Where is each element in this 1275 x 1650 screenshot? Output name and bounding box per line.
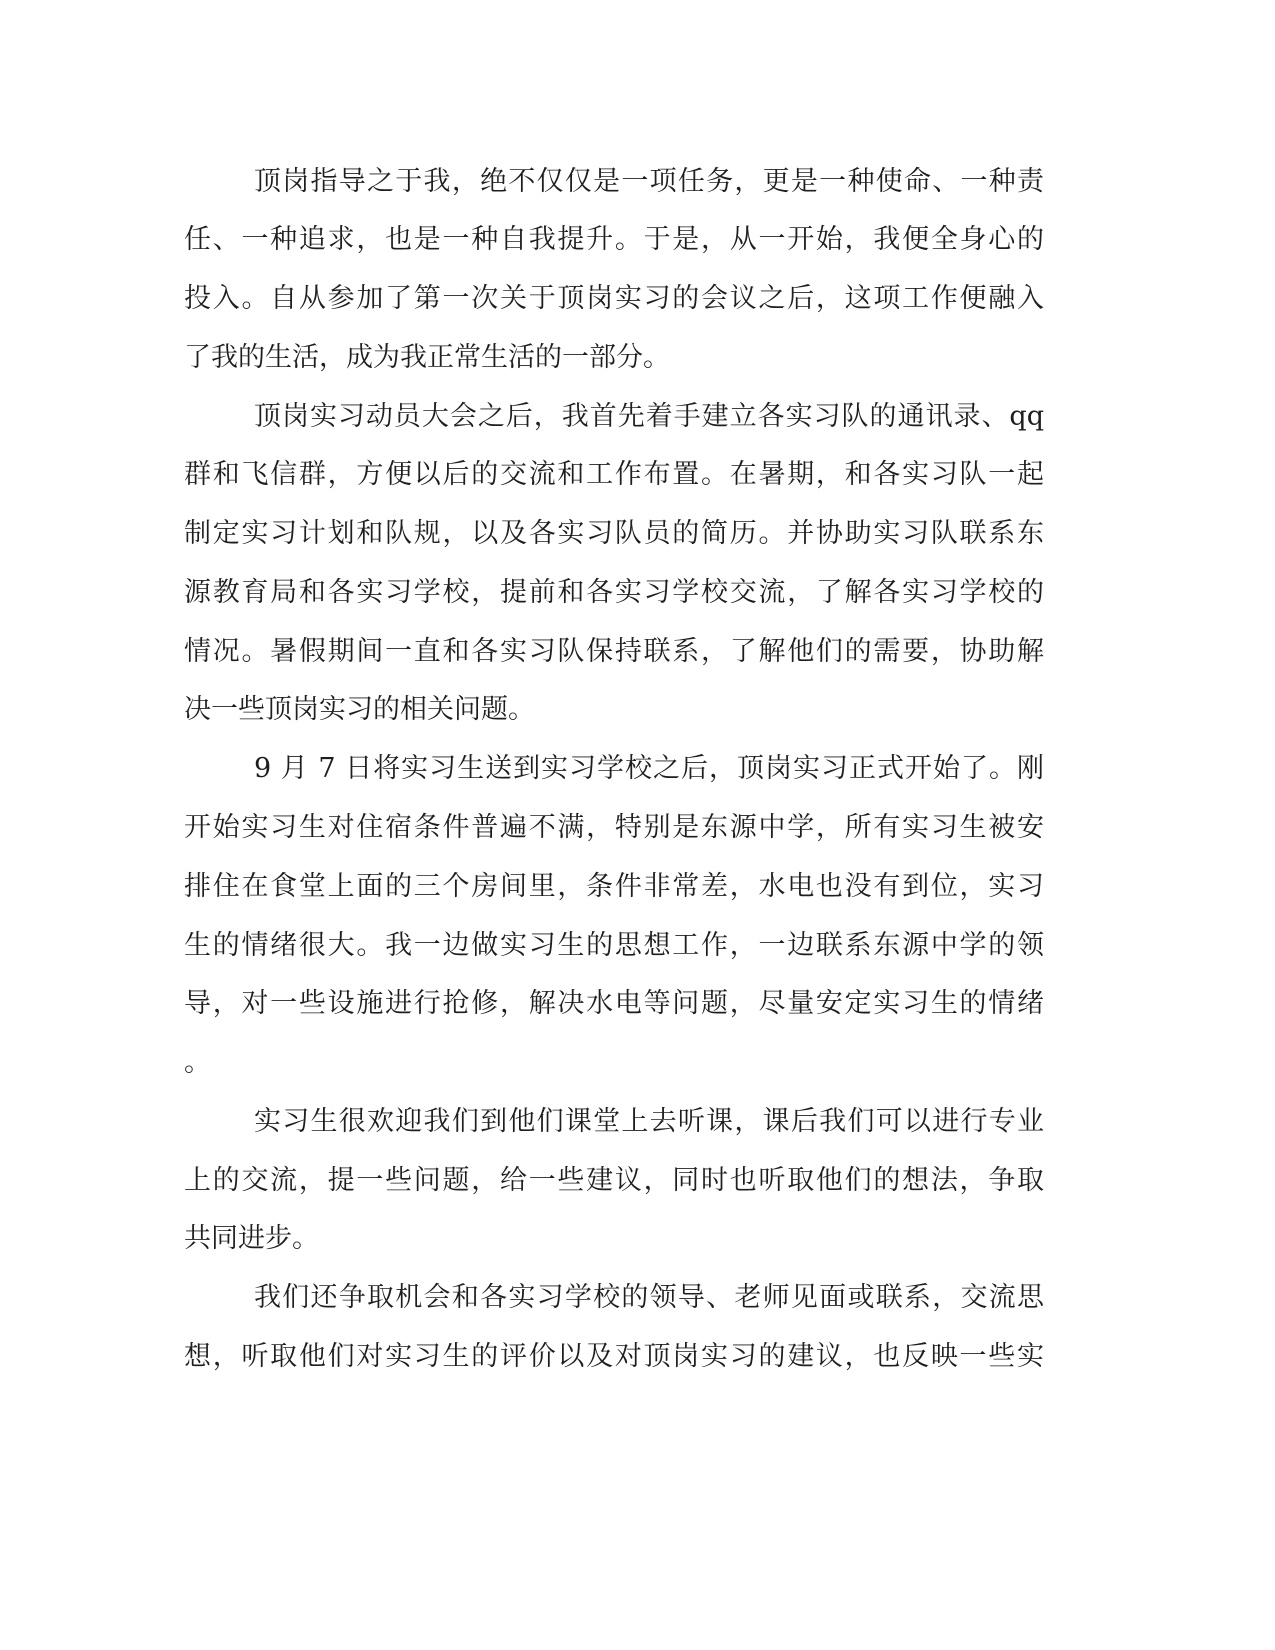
paragraph-1-line-1: 顶岗指导之于我，绝不仅仅是一项任务，更是一种使命、一种责	[254, 166, 1044, 197]
paragraph-1-line-3: 投入。自从参加了第一次关于顶岗实习的会议之后，这项工作便融入	[184, 283, 1044, 314]
paragraph-5-line-1: 我们还争取机会和各实习学校的领导、老师见面或联系，交流思	[254, 1282, 1044, 1313]
paragraph-4-line-1: 实习生很欢迎我们到他们课堂上去听课，课后我们可以进行专业	[254, 1106, 1044, 1137]
paragraph-5-line-2: 想，听取他们对实习生的评价以及对顶岗实习的建议，也反映一些实	[184, 1341, 1044, 1372]
paragraph-3-line-3: 排住在食堂上面的三个房间里，条件非常差，水电也没有到位，实习	[184, 871, 1044, 902]
paragraph-1-line-2: 任、一种追求，也是一种自我提升。于是，从一开始，我便全身心的	[184, 224, 1044, 255]
paragraph-2-line-2: 群和飞信群，方便以后的交流和工作布置。在暑期，和各实习队一起	[184, 459, 1044, 490]
paragraph-3-line-2: 开始实习生对住宿条件普遍不满，特别是东源中学，所有实习生被安	[184, 812, 1044, 843]
paragraph-2-line-6: 决一些顶岗实习的相关问题。	[184, 694, 535, 725]
paragraph-2-line-3: 制定实习计划和队规，以及各实习队员的简历。并协助实习队联系东	[184, 518, 1044, 549]
paragraph-1-line-4: 了我的生活，成为我正常生活的一部分。	[184, 342, 670, 373]
paragraph-4-line-2: 上的交流，提一些问题，给一些建议，同时也听取他们的想法，争取	[184, 1165, 1044, 1196]
paragraph-3-line-5: 导，对一些设施进行抢修，解决水电等问题，尽量安定实习生的情绪	[184, 988, 1044, 1019]
paragraph-2-line-5: 情况。暑假期间一直和各实习队保持联系，了解他们的需要，协助解	[184, 636, 1044, 667]
paragraph-2-line-4: 源教育局和各实习学校，提前和各实习学校交流，了解各实习学校的	[184, 577, 1044, 608]
paragraph-3-line-1: 9 月 7 日将实习生送到实习学校之后，顶岗实习正式开始了。刚	[254, 753, 1044, 784]
paragraph-2-line-1: 顶岗实习动员大会之后，我首先着手建立各实习队的通讯录、qq	[254, 401, 1044, 432]
paragraph-3-line-6: 。	[184, 1047, 211, 1078]
paragraph-3-line-4: 生的情绪很大。我一边做实习生的思想工作，一边联系东源中学的领	[184, 930, 1044, 961]
paragraph-4-line-3: 共同进步。	[184, 1223, 319, 1254]
